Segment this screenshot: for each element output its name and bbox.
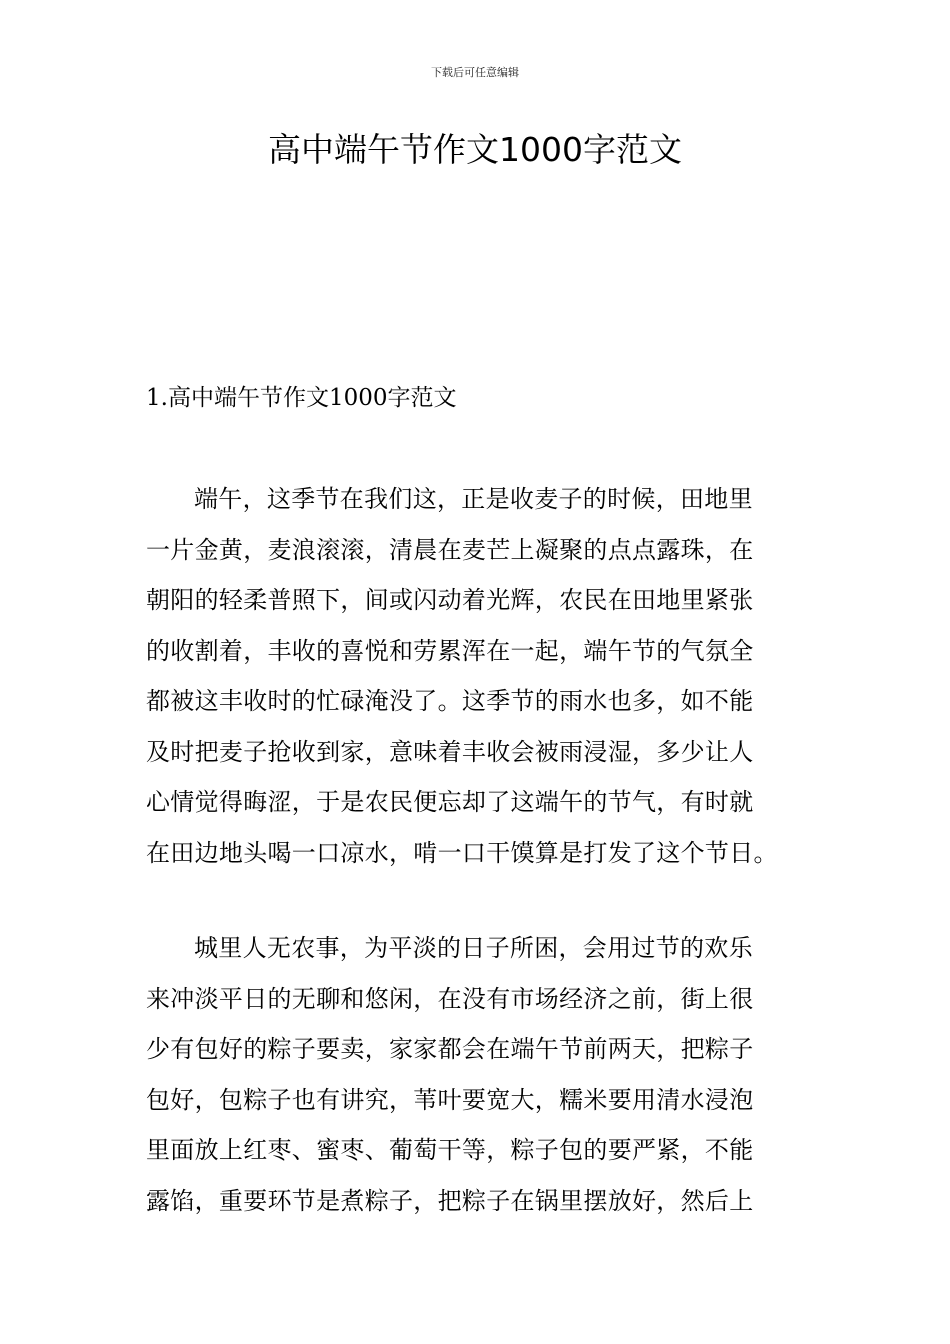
paragraph-line: 都被这丰收时的忙碌淹没了。这季节的雨水也多，如不能	[146, 687, 754, 715]
paragraph-line: 里面放上红枣、蜜枣、葡萄干等，粽子包的要严紧，不能	[146, 1136, 754, 1164]
paragraph-line: 及时把麦子抢收到家，意味着丰收会被雨浸湿，多少让人	[146, 737, 754, 766]
paragraph-line: 在田边地头喝一口凉水，啃一口干馍算是打发了这个节日。	[146, 838, 778, 867]
paragraph-line: 少有包好的粽子要卖，家家都会在端午节前两天，把粽子	[146, 1035, 754, 1063]
paragraph-line: 来冲淡平日的无聊和悠闲，在没有市场经济之前，街上很	[146, 984, 754, 1013]
header-note: 下载后可任意编辑	[431, 66, 519, 79]
paragraph-line: 一片金黄，麦浪滚滚，清晨在麦芒上凝聚的点点露珠，在	[146, 535, 754, 564]
section-heading: 1.高中端午节作文1000字范文	[146, 385, 457, 411]
paragraph-1	[146, 474, 808, 878]
page-title: 高中端午节作文1000字范文	[268, 130, 682, 169]
paragraph-line: 心情觉得晦涩，于是农民便忘却了这端午的节气，有时就	[146, 788, 754, 816]
paragraph-line: 城里人无农事，为平淡的日子所困，会用过节的欢乐	[194, 934, 753, 962]
paragraph-line: 露馅，重要环节是煮粽子，把粽子在锅里摆放好，然后上	[146, 1186, 754, 1215]
paragraph-line: 包好，包粽子也有讲究，苇叶要宽大，糯米要用清水浸泡	[146, 1085, 754, 1114]
paragraph-line: 的收割着，丰收的喜悦和劳累浑在一起，端午节的气氛全	[146, 636, 754, 665]
paragraph-line: 朝阳的轻柔普照下，间或闪动着光辉，农民在田地里紧张	[146, 586, 754, 614]
paragraph-2	[146, 923, 808, 1226]
paragraph-line: 端午，这季节在我们这，正是收麦子的时候，田地里	[194, 485, 753, 513]
